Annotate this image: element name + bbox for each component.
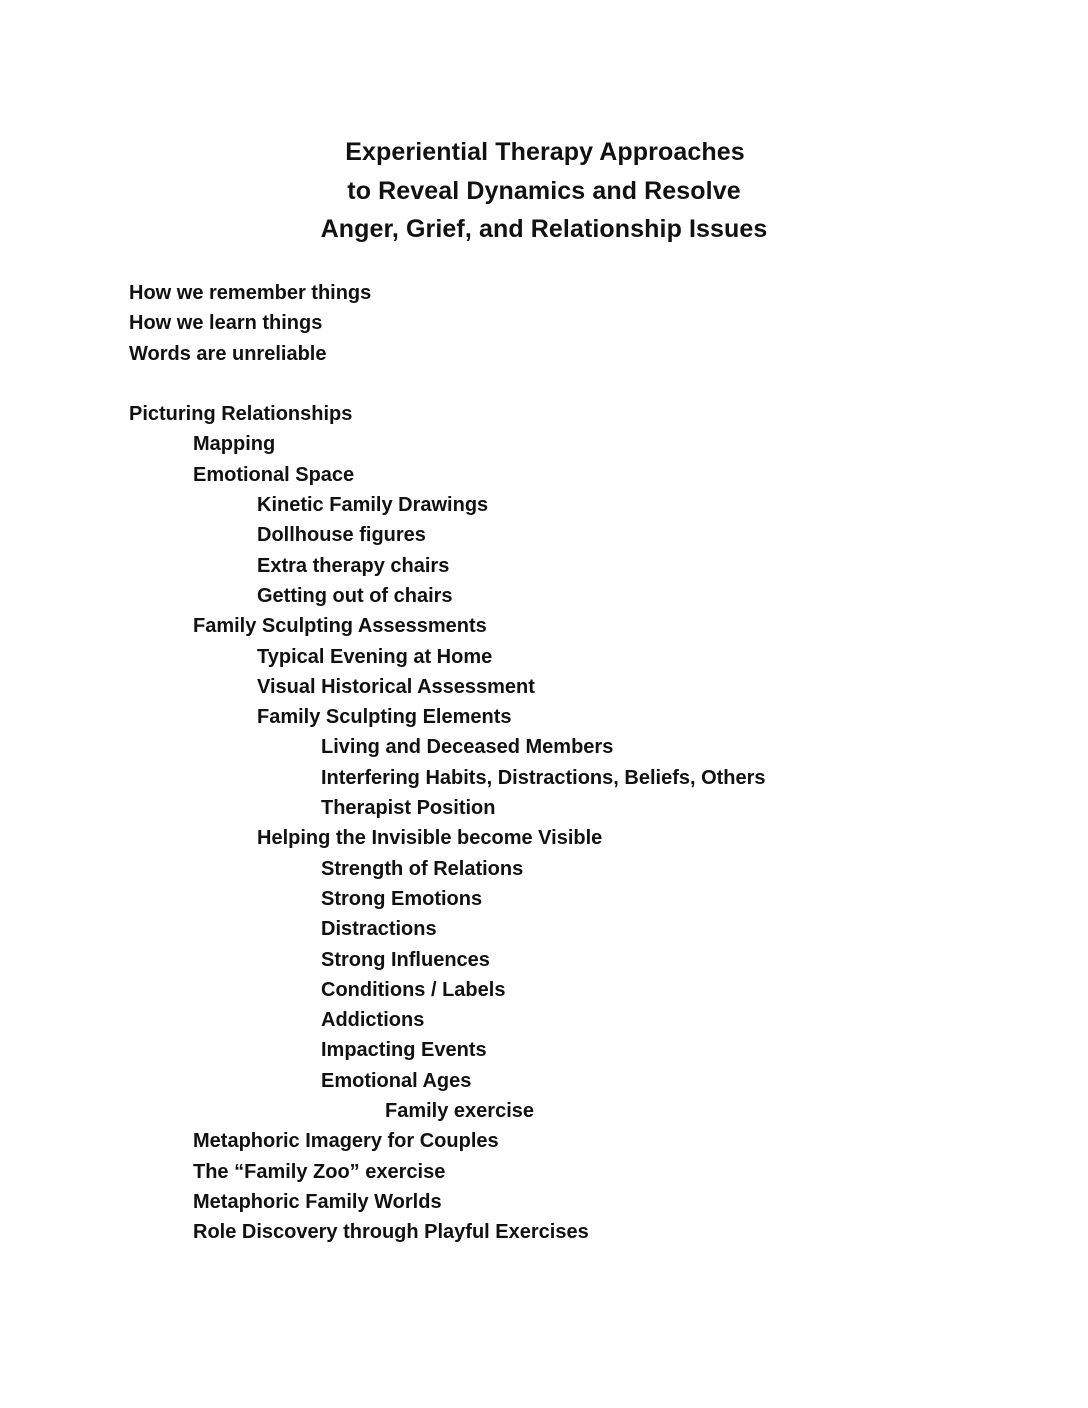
intro-item: Words are unreliable [129,342,327,365]
outline-item: Conditions / Labels [321,978,506,1001]
outline-item: Strength of Relations [321,857,524,880]
document-title [0,133,1088,249]
intro-item: How we remember things [129,282,372,304]
outline-item: Family Sculpting Assessments [193,615,487,638]
outline-item: The “Family Zoo” exercise [193,1160,446,1183]
section-heading: Picturing Relationships [129,403,353,426]
title-line: Anger, Grief, and Relationship Issues [320,215,768,243]
outline-item: Emotional Ages [321,1069,472,1092]
outline-item: Strong Emotions [321,887,483,910]
outline-item: Extra therapy chairs [257,554,450,577]
outline-item: Impacting Events [321,1039,487,1062]
outline-item: Role Discovery through Playful Exercises [193,1221,589,1244]
title-line: Experiential Therapy Approaches [345,138,745,166]
outline-item: Interfering Habits, Distractions, Beliefs, Others [321,766,766,789]
outline-item: Family exercise [385,1100,534,1123]
intro-item: How we learn things [129,312,323,335]
outline-item: Mapping [193,433,276,456]
outline-item: Kinetic Family Drawings [257,494,489,517]
outline-item: Getting out of chairs [257,584,453,607]
outline-item: Visual Historical Assessment [257,675,535,698]
outline-item: Strong Influences [321,948,490,971]
outline-list [129,278,766,1248]
outline-item: Typical Evening at Home [257,645,493,668]
title-line: to Reveal Dynamics and Resolve [347,176,741,205]
outline-item: Metaphoric Imagery for Couples [193,1130,499,1153]
outline-item: Distractions [321,918,437,941]
outline-item: Addictions [321,1009,425,1032]
outline-item: Dollhouse figures [257,524,426,547]
spacer [129,369,766,399]
outline-item: Emotional Space [193,463,355,486]
outline-item: Helping the Invisible become Visible [257,827,603,850]
outline-item: Therapist Position [321,797,496,820]
outline-item: Living and Deceased Members [321,736,614,759]
outline-item: Family Sculpting Elements [257,706,512,729]
outline-item: Metaphoric Family Worlds [193,1190,442,1213]
